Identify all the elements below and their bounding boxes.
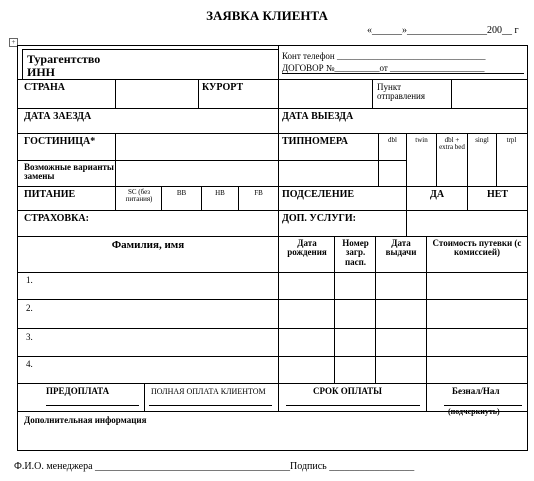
country-label: СТРАНА xyxy=(24,82,65,93)
contract-field[interactable]: ДОГОВОР №__________от _____________________ xyxy=(282,63,485,73)
payment-term-label: СРОК ОПЛАТЫ xyxy=(313,386,382,396)
tourist-row-line xyxy=(18,328,527,329)
underline-note: (подчеркнуть) xyxy=(448,407,500,416)
cash-noncash-label: Безнал/Нал xyxy=(452,386,500,396)
room-dbl-extra-bed: dbl + extra bed xyxy=(439,136,465,152)
room-type-label: ТИПНОМЕРА xyxy=(282,136,348,147)
col-line xyxy=(278,79,279,236)
tourist-row-2[interactable]: 2. xyxy=(26,303,33,313)
agency-label: Турагентство xyxy=(27,52,101,66)
form-title: ЗАЯВКА КЛИЕНТА xyxy=(206,8,328,23)
manager-signature-line[interactable]: Ф.И.О. менеджера _______________________________________Подпись _________________ xyxy=(14,461,415,472)
date-line[interactable]: «______»________________200__ г xyxy=(367,25,519,36)
header-full-name: Фамилия, имя xyxy=(111,239,185,251)
full-payment-label: ПОЛНАЯ ОПЛАТА КЛИЕНТОМ xyxy=(151,387,266,396)
tourist-col-line xyxy=(375,236,376,383)
tourist-row-line xyxy=(18,383,527,384)
alternatives-label: Возможные варианты замены xyxy=(24,162,114,182)
col-line xyxy=(115,133,116,210)
tourist-row-line xyxy=(18,272,527,273)
room-singl: singl xyxy=(475,136,489,144)
payment-term-underline xyxy=(286,405,420,406)
payment-col-line xyxy=(426,383,427,411)
header-birth-date: Дата рождения xyxy=(287,238,327,258)
tourist-col-line xyxy=(426,236,427,383)
agency-inner-top xyxy=(22,49,278,50)
meal-hb: HB xyxy=(215,189,225,197)
col-line xyxy=(451,79,452,108)
room-trpl: trpl xyxy=(506,136,517,144)
col-line xyxy=(198,79,199,108)
tourist-row-3[interactable]: 3. xyxy=(26,332,33,342)
row-line xyxy=(18,236,527,237)
room-twin: twin xyxy=(415,136,428,144)
row-line xyxy=(18,133,527,134)
contact-phone-field[interactable]: Конт телефон _________________________________ xyxy=(282,51,486,61)
col-line xyxy=(115,79,116,108)
arrival-date-label: ДАТА ЗАЕЗДА xyxy=(24,111,92,122)
insurance-label: СТРАХОВКА: xyxy=(24,213,89,224)
sharing-yes: ДА xyxy=(429,189,445,200)
tourist-row-1[interactable]: 1. xyxy=(26,275,33,285)
cash-underline xyxy=(444,405,522,406)
extra-services-label: ДОП. УСЛУГИ: xyxy=(282,213,357,224)
payment-col-line xyxy=(278,383,279,411)
table-anchor-icon[interactable]: + xyxy=(9,38,18,47)
row-line xyxy=(18,210,527,211)
departure-date-label: ДАТА ВЫЕЗДА xyxy=(282,111,354,122)
col-line xyxy=(406,133,407,236)
row-line xyxy=(18,108,527,109)
departure-point-label: Пункт отправления xyxy=(377,82,426,102)
room-dbl: dbl xyxy=(388,136,397,144)
prepayment-underline xyxy=(46,405,139,406)
tourist-row-4[interactable]: 4. xyxy=(26,359,33,369)
full-payment-underline xyxy=(149,405,272,406)
sharing-no: НЕТ xyxy=(486,189,509,200)
meal-fb: FB xyxy=(254,189,263,197)
tourist-col-line xyxy=(334,236,335,383)
prepayment-label: ПРЕДОПЛАТА xyxy=(46,386,110,396)
row-line xyxy=(18,186,527,187)
meal-sc: SC (без питания) xyxy=(125,188,153,204)
meals-label: ПИТАНИЕ xyxy=(24,189,76,200)
tourist-row-line xyxy=(18,299,527,300)
hotel-label: ГОСТИНИЦА* xyxy=(24,136,96,147)
header-tour-cost: Стоимость путевки (с комиссией) xyxy=(432,238,522,258)
agency-inner-border xyxy=(22,49,23,79)
row-line xyxy=(18,160,406,161)
payment-col-line xyxy=(144,383,145,411)
meal-bb: BB xyxy=(176,189,187,197)
additional-info-label: Дополнительная информация xyxy=(24,415,147,425)
application-form xyxy=(17,45,528,451)
tourist-row-line xyxy=(18,356,527,357)
header-passport-number: Номер загр. пасп. xyxy=(342,238,369,267)
col-line xyxy=(372,79,373,108)
tourist-col-line xyxy=(278,236,279,383)
inn-label: ИНН xyxy=(27,65,56,79)
header-issue-date: Дата выдачи xyxy=(385,238,417,258)
resort-label: КУРОРТ xyxy=(202,82,244,93)
agency-divider xyxy=(278,46,279,79)
sharing-label: ПОДСЕЛЕНИЕ xyxy=(282,189,355,200)
